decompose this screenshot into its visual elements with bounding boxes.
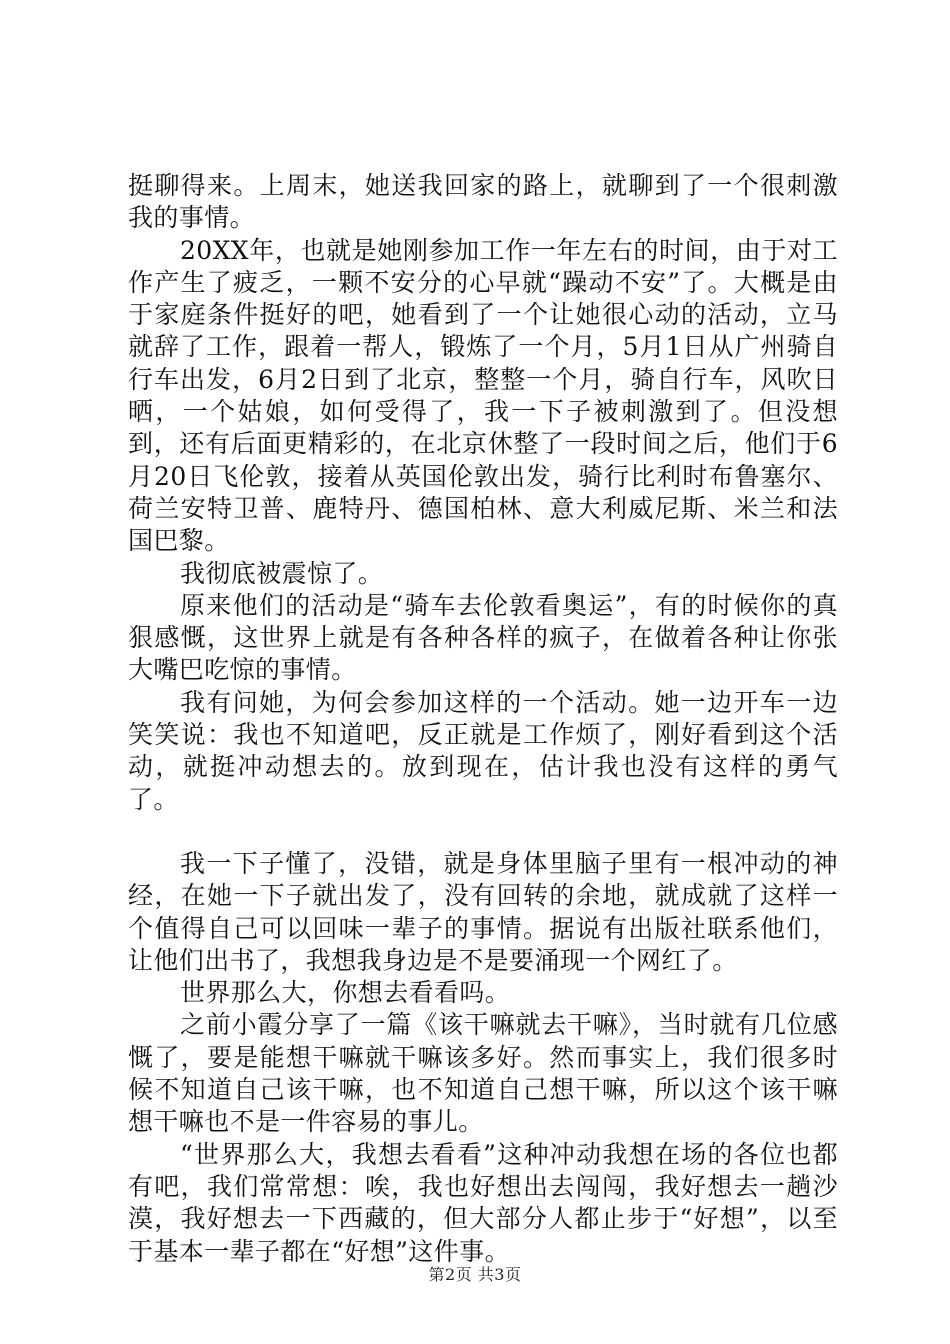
- paragraph-sharing: 之前小霞分享了一篇《该干嘛就去干嘛》，当时就有几位感慨了，要是能想干嘛就干嘛该多好。然而事实上，我们很多时候不知道自己该干嘛，也不知道自己想干嘛，所以这个该干嘛想干嘛也不是一件容易的事儿。: [128, 1010, 838, 1137]
- paragraph-shocked: 我彻底被震惊了。: [180, 558, 384, 588]
- paragraph-continuation: 挺聊得来。上周末，她送我回家的路上，就聊到了一个很刺激我的事情。: [128, 171, 838, 233]
- page-number-footer: 第2页 共3页: [428, 1265, 522, 1284]
- paragraph-cycling-trip: 20XX年，也就是她刚参加工作一年左右的时间，由于对工作产生了疲乏，一颗不安分的心早就“躁动不安”了。大概是由于家庭条件挺好的吧，她看到了一个让她很心动的活动，立马就辞了工作，跟着一帮人，锻炼了一个月，5月1日从广州骑自行车出发，6月2日到了北京，整整一个月，骑自行车，风吹日晒，一个姑娘，如何受得了，我一下子被刺激到了。但没想到，还有后面更精彩的，在北京休整了一段时间之后，他们于6月20日飞伦敦，接着从英国伦敦出发，骑行比利时布鲁塞尔、荷兰安特卫普、鹿特丹、德国柏林、意大利威尼斯、米兰和法国巴黎。: [128, 235, 838, 556]
- paragraph-wanting: “世界那么大，我想去看看”这种冲动我想在场的各位也都有吧，我们常常想：唉，我也好想出去闯闯，我好想去一趟沙漠，我好想去一下西藏的，但大部分人都止步于“好想”，以至于基本一辈子都在“好想”这件事。: [128, 1139, 838, 1266]
- paragraph-understanding: 我一下子懂了，没错，就是身体里脑子里有一根冲动的神经，在她一下子就出发了，没有回转的余地，就成就了这样一个值得自己可以回味一辈子的事情。据说有出版社联系他们，让他们出书了，我想我身边是不是要涌现一个网红了。: [128, 848, 838, 975]
- paragraph-world-question: 世界那么大，你想去看看吗。: [180, 978, 511, 1008]
- paragraph-gap: [128, 816, 838, 848]
- document-body: [128, 170, 838, 1268]
- paragraph-olympics: 原来他们的活动是“骑车去伦敦看奥运”，有的时候你的真狠感慨，这世界上就是有各种各样的疯子，在做着各种让你张大嘴巴吃惊的事情。: [128, 590, 838, 685]
- paragraph-question: 我有问她，为何会参加这样的一个活动。她一边开车一边笑笑说：我也不知道吧，反正就是工作烦了，刚好看到这个活动，就挺冲动想去的。放到现在，估计我也没有这样的勇气了。: [128, 687, 838, 814]
